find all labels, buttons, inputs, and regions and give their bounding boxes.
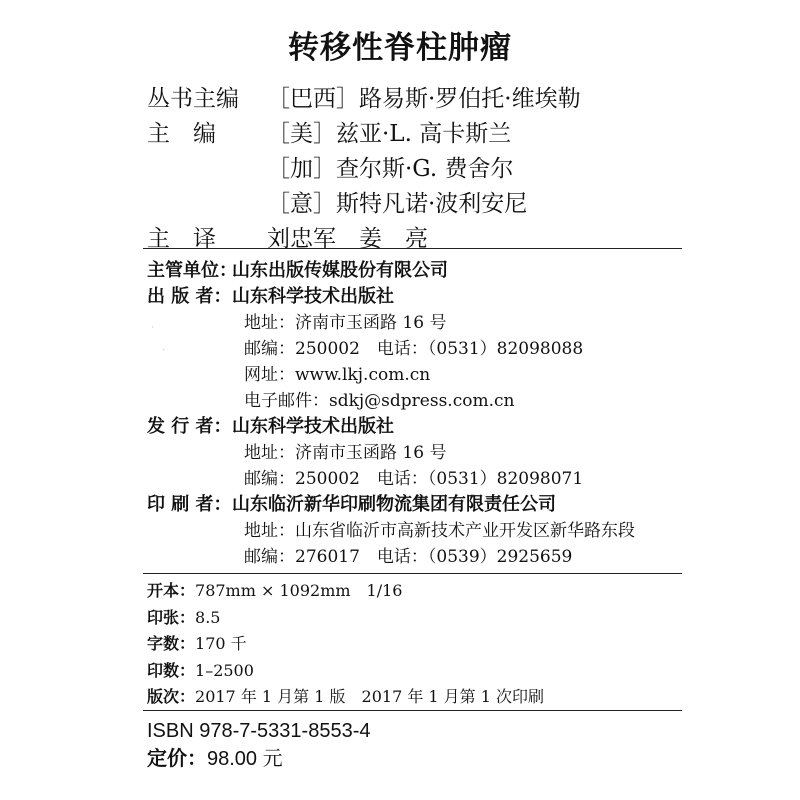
print-run-value: 1–2500	[195, 660, 254, 680]
translators: 刘忠军 姜 亮	[267, 226, 428, 252]
sheets-label: 印张：	[147, 607, 196, 627]
divider-line	[143, 248, 682, 249]
scan-speck: ˙	[150, 326, 155, 337]
publisher: 山东科学技术出版社	[232, 286, 394, 307]
words-value: 170 千	[195, 634, 247, 653]
chief-editor-2: ［加］查尔斯·G. 费舍尔	[267, 156, 514, 182]
publisher-label: 出 版 者：	[147, 286, 232, 307]
chief-editor-3: ［意］斯特凡诺·波利安尼	[267, 191, 528, 217]
distributor-address: 地址：济南市玉函路 16 号	[244, 443, 447, 463]
printer-label: 印 刷 者：	[147, 494, 232, 515]
chief-editor-label: 主 编	[147, 121, 216, 147]
printer: 山东临沂新华印刷物流集团有限责任公司	[232, 494, 556, 515]
publisher-web: 网址：www.lkj.com.cn	[244, 365, 431, 385]
publisher-post: 邮编：250002 电话：（0531）82098088	[244, 339, 584, 359]
price-row	[147, 745, 370, 773]
publisher-address: 地址：济南市玉函路 16 号	[244, 313, 447, 333]
publisher-email: 电子邮件：sdkj@sdpress.com.cn	[244, 391, 515, 411]
series-editor: ［巴西］路易斯·罗伯托·维埃勒	[267, 86, 581, 112]
printer-post: 邮编：276017 电话：（0539）2925659	[244, 547, 573, 567]
divider-line	[143, 573, 682, 574]
chief-editor-1: ［美］兹亚·L. 高卡斯兰	[267, 121, 512, 147]
print-specs	[147, 578, 544, 711]
book-title: 转移性脊柱肿瘤	[288, 30, 512, 66]
format-label: 开本：	[147, 581, 196, 600]
words-row	[147, 631, 544, 658]
edition-row	[147, 684, 544, 711]
supervisor: 山东出版传媒股份有限公司	[232, 260, 448, 281]
distributor: 山东科学技术出版社	[232, 416, 394, 437]
price-label: 定价：	[147, 746, 207, 770]
supervisor-label: 主管单位：	[147, 260, 237, 281]
series-editor-label: 丛书主编	[147, 86, 239, 112]
edition-label: 版次：	[147, 687, 196, 706]
distributor-post: 邮编：250002 电话：（0531）82098071	[244, 469, 584, 489]
distributor-label: 发 行 者：	[147, 416, 232, 437]
price: 98.00 元	[207, 748, 283, 770]
isbn: ISBN 978-7-5331-8553-4	[147, 720, 371, 742]
format-row	[147, 578, 544, 605]
print-run-row	[147, 658, 544, 685]
printer-address: 地址：山东省临沂市高新技术产业开发区新华路东段	[244, 521, 635, 541]
words-label: 字数：	[147, 634, 196, 653]
sheets-row	[147, 605, 544, 632]
isbn-block	[147, 718, 370, 773]
edition-value: 2017 年 1 月第 1 版 2017 年 1 月第 1 次印刷	[195, 687, 545, 706]
translator-label: 主 译	[147, 226, 216, 252]
print-run-label: 印数：	[147, 660, 196, 680]
scan-speck: ˏ	[162, 340, 166, 351]
format-value: 787mm × 1092mm 1/16	[195, 581, 403, 600]
sheets-value: 8.5	[195, 607, 221, 627]
divider-line	[143, 710, 682, 711]
